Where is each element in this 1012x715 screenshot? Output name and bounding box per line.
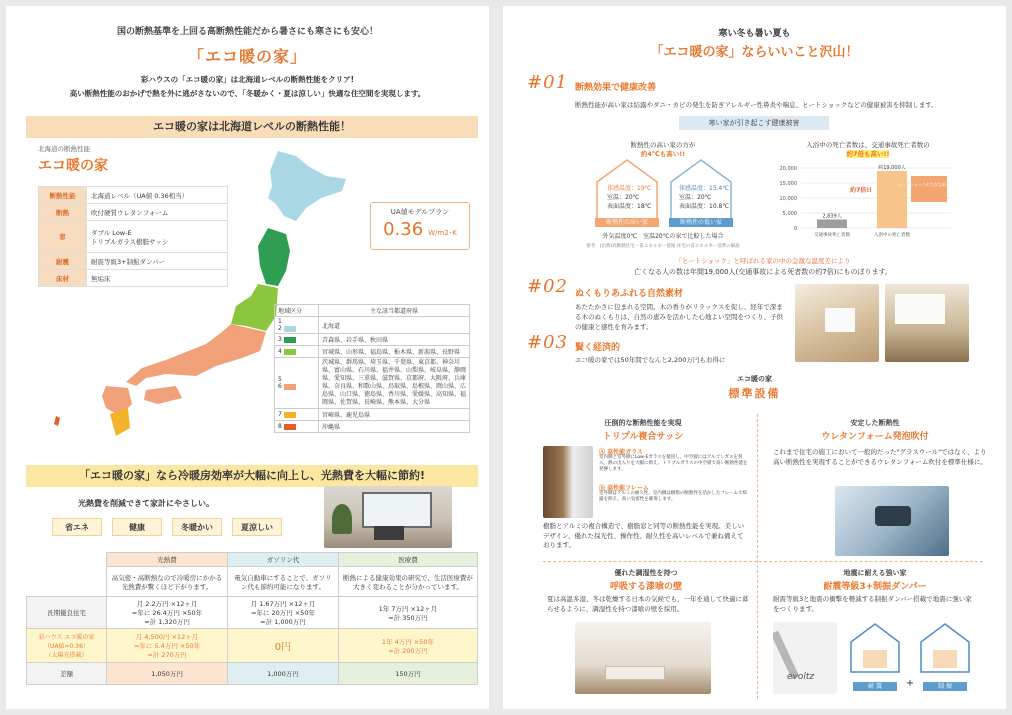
- cost-cell: 月 2.2万円 ×12ヶ月 =年に 26.4万円 ×50年 =計 1,320万円: [107, 597, 228, 629]
- photo-window: [895, 294, 945, 324]
- section-text-health: 断熱性能が高い家は結露やダニ・カビの発生を防ぎアレルギー性鼻炎や喘息、ヒートショックなどの健康被害を抑制します。: [575, 101, 938, 109]
- region-row: [275, 409, 470, 421]
- region-swatch: [284, 412, 296, 418]
- region-head-zone: 地域区分: [275, 305, 319, 317]
- spray-gun-photo: [835, 486, 949, 556]
- bar-value-label: 2,839人: [822, 213, 842, 220]
- cost-desc: 電気自動車にすることで、ガソリン代も節約可能になります。: [228, 567, 339, 597]
- eq1-sub: トリプル複合サッシ: [602, 432, 684, 442]
- cost-desc-empty: [27, 567, 107, 597]
- spec-value: 無垢床: [87, 270, 228, 287]
- y-tick-label: 5,000: [782, 211, 797, 217]
- y-tick-label: 20,000: [779, 166, 797, 172]
- eq3-title: 優れた調湿性を持つ: [614, 569, 678, 577]
- region-pref: 沖縄県: [319, 421, 470, 433]
- heatshock-line-2: 亡くなる人の数は年間19,000人(交通事故による死者数の約7倍)にものぼります。: [634, 268, 892, 276]
- tag-energy: 省エネ: [52, 518, 102, 536]
- section-text-economy: エコ暖の家では50年間でなんと2,200万円もお得に: [575, 356, 726, 364]
- page-title: 「エコ暖の家」: [187, 47, 307, 66]
- eq1-b-text: 室外側はアルミの耐久性、室内側は樹脂の断熱性を活かしたフレームで結露を抑え、高い気密性を確保します。: [599, 491, 748, 502]
- cost-row-label: 彩ハウス エコ暖の家 （UA値=0.36） （太陽光搭載）: [27, 629, 107, 663]
- region-head-row: [275, 305, 470, 317]
- eq3-sub: 呼吸する漆喰の壁: [609, 582, 682, 592]
- photo-chair: [374, 526, 404, 540]
- section-number-01: #01: [527, 72, 568, 93]
- cost-cell: 1年 7万円 ×12ヶ月 =計 350万円: [338, 597, 477, 629]
- ua-box: [370, 202, 470, 250]
- y-tick-label: 10,000: [779, 196, 797, 202]
- std-title: 標準設備: [728, 387, 781, 400]
- eq2-text: これまで住宅の施工において一般的だった"グラスウール"ではなく、より高い断熱性を実現することができるウレタンフォーム吹付を標準仕様に。: [773, 448, 987, 466]
- cost-head-utility: 光熱費: [107, 553, 228, 567]
- eq3-text: 夏は高温多湿、冬は乾燥する日本の気候でも、一年を通して快適に暮らせるように、調湿性を持つ漆喰の壁を採用。: [547, 595, 749, 613]
- cost-diff: 150万円: [338, 663, 477, 685]
- evoltz-logo: evoltz: [787, 672, 815, 682]
- region-row: [275, 334, 470, 346]
- region-swatch: [284, 349, 296, 355]
- house-high-feel: 体感温度：19℃: [607, 185, 652, 192]
- house-high-label: 断熱性の高い家: [595, 218, 659, 227]
- spec-value: 耐震等級3+制振ダンパー: [87, 253, 228, 270]
- houses-title-highlight: 約4℃も高い!!: [640, 150, 686, 158]
- top-line: 国の断熱基準を上回る高断熱性能だから暑さにも寒さにも安心！: [116, 27, 378, 37]
- bar-chart-title-text: 入浴中の死亡者数は、交通事故死亡者数の: [806, 141, 930, 149]
- cost-row-label: 差額: [27, 663, 107, 685]
- tag-health: 健康: [112, 518, 162, 536]
- house-quake-b-label: 制 振: [923, 682, 967, 691]
- house-quake-a: [849, 622, 901, 686]
- region-row: [275, 421, 470, 433]
- section-title-health: 断熱効果で健康改善: [575, 83, 657, 93]
- photo-gun: [875, 506, 911, 526]
- house-source: 参考：(出典)高断熱住宅・省エネルギー情報 住宅の省エネルギー基準の解説: [586, 244, 740, 249]
- spec-key: 床材: [39, 270, 87, 287]
- photo-window: [362, 492, 432, 528]
- house-low-surface: 表面温度：10.8℃: [679, 203, 730, 210]
- bar-chart-title-highlight: 約7倍も高い!!: [846, 150, 890, 158]
- bar-value-label: 約19,000人: [878, 165, 906, 171]
- ua-label: UA値モデルプラン: [390, 208, 450, 216]
- section-number-02: #02: [527, 276, 568, 297]
- damper-photo: [773, 622, 837, 694]
- spec-key: 断熱性能: [39, 187, 87, 204]
- death-bar-chart: [761, 158, 961, 250]
- spec-value: 北海道レベル（UA値 0.36相当）: [87, 187, 228, 204]
- cost-cell: 月 1.67万円 ×12ヶ月 =年に 20万円 ×50年 =計 1,000万円: [228, 597, 339, 629]
- bar-annotation-box: [911, 176, 947, 202]
- region-swatch: [284, 384, 296, 390]
- region-no-text: 1 2: [278, 318, 282, 332]
- ua-unit: W/m2･K: [428, 229, 457, 237]
- eq4-title: 地震に耐える強い家: [843, 569, 907, 577]
- house-low-room: 室温：20℃: [679, 194, 712, 201]
- region-no-text: 4: [278, 348, 282, 355]
- region-no-text: 7: [278, 411, 282, 418]
- region-table: [274, 304, 470, 433]
- eq4-text: 耐震等級3と地震の衝撃を軽減する制振ダンパー搭載で地震に強い家をつくります。: [773, 595, 972, 613]
- cost-row-label: 長期優良住宅: [27, 597, 107, 629]
- region-no: [275, 421, 319, 433]
- region-no: [275, 409, 319, 421]
- region-no: [275, 358, 319, 409]
- region-row: [275, 346, 470, 358]
- map-hokkaido: [268, 151, 346, 221]
- ua-value-line: [371, 219, 469, 240]
- x-tick-label: 交通事故死亡者数: [814, 233, 850, 238]
- bar: [817, 219, 847, 228]
- section-band-insulation: エコ暖の家は北海道レベルの断熱性能！: [26, 116, 478, 138]
- y-tick-label: 15,000: [779, 181, 797, 187]
- cost-head-gasoline: ガソリン代: [228, 553, 339, 567]
- house-low-label: 断熱性の低い家: [669, 218, 733, 227]
- region-no-text: 8: [278, 423, 282, 430]
- house-high-surface: 表面温度：18℃: [607, 203, 652, 210]
- tag-warm-winter: 冬暖かい: [172, 518, 222, 536]
- eq2-title: 安定した断熱性: [850, 419, 900, 427]
- region-no: [275, 334, 319, 346]
- wood-ceiling-photo: [795, 284, 879, 362]
- region-pref: 宮崎県、鹿児島県: [319, 409, 470, 421]
- heatshock-line-1: 「ヒートショック」と呼ばれる家の中の急激な温度差により: [675, 257, 851, 265]
- equip-divider-v: [757, 414, 758, 699]
- photo-plant: [332, 504, 352, 534]
- region-swatch: [284, 424, 296, 430]
- region-no-text: 5 6: [278, 376, 282, 390]
- spec-title: エコ暖の家: [38, 158, 108, 174]
- eq2-sub: ウレタンフォーム発泡吹付: [821, 432, 929, 442]
- tag-cool-summer: 夏涼しい: [232, 518, 282, 536]
- map-shikoku: [144, 386, 182, 404]
- region-swatch: [284, 337, 296, 343]
- region-row: [275, 358, 470, 409]
- section-title-economy: 賢く経済的: [575, 343, 621, 353]
- section-text-natural: あたたかさに包まれる空間。木の香りがリラックスを促し、経年で深まる木のぬくもりは、自然の恵みを活かした心地よい空間をつくり、子供の健康と感性を育みます。: [575, 303, 783, 331]
- spec-key: 耐震: [39, 253, 87, 270]
- house-high-values: [607, 184, 651, 211]
- section-band-savings: 「エコ暖の家」なら冷暖房効率が大幅に向上し、光熱費を大幅に節約!: [26, 465, 478, 487]
- bar-callout: 約7倍!!: [850, 187, 872, 194]
- region-swatch: [284, 326, 296, 332]
- x-tick-label: 入浴中の死亡者数: [874, 233, 910, 238]
- eq1-text: 樹脂とアルミの複合構造で、樹脂窓と同等の断熱性能を実現。美しいデザイン、優れた採光性、操作性、耐久性を高いレベルで兼ね備えております。: [543, 522, 745, 549]
- cost-diff: 1,000万円: [228, 663, 339, 685]
- interior-photo: [885, 284, 969, 362]
- map-tohoku: [258, 228, 290, 286]
- cost-desc: 断熱による健康効果の研究で、生活医療費が大きく変わることが分かっています。: [338, 567, 477, 597]
- cost-head-empty: [27, 553, 107, 567]
- photo-window: [825, 308, 855, 332]
- region-no: [275, 346, 319, 358]
- houses-title-text: 断熱性の高い家の方が: [630, 141, 696, 149]
- map-zone4: [231, 284, 278, 331]
- bar-annotation-text: ヒートショックが大きな原因の1つ: [897, 182, 961, 187]
- ua-value: 0.36: [383, 219, 424, 240]
- bar-chart-title: [773, 140, 963, 158]
- cost-desc: 高気密・高断熱なので冷暖房にかかる光熱費が驚くほど下がります。: [107, 567, 228, 597]
- save-text: 光熱費を削減できて家計にやさしい。: [78, 499, 214, 508]
- region-no-text: 3: [278, 336, 282, 343]
- cost-row-diff: [27, 663, 478, 685]
- map-honshu: [126, 324, 266, 386]
- spec-value: ダブル Low-E トリプルガラス樹脂サッシ: [87, 221, 228, 253]
- house-note: 外気温度0℃ 室温20℃の家で比較した場合: [602, 233, 724, 240]
- right-head-2: 「エコ暖の家」ならいいこと沢山！: [650, 45, 859, 60]
- eq1-title: 圧倒的な断熱性能を実現: [604, 419, 682, 427]
- house-quake-a-label: 耐 震: [853, 682, 897, 691]
- plus-sign: +: [905, 678, 915, 689]
- map-zone7: [110, 408, 130, 436]
- region-head-pref: 主な該当都道府県: [319, 305, 470, 317]
- region-pref: 茨城県、群馬県、埼玉県、千葉県、東京都、神奈川県、富山県、石川県、福井県、山梨県、岐阜県、静岡県、愛知県、三重県、滋賀県、京都府、大阪府、兵庫県、奈良県、和歌山県、鳥取県、島根県、岡山県、広島県、山口県、徳島県、香川県、愛媛県、高知県、福岡県、佐賀県、長崎県、熊本県、大分県: [319, 358, 470, 409]
- map-okinawa: [54, 416, 60, 426]
- houses-title: [593, 140, 733, 158]
- region-row: [275, 317, 470, 334]
- spec-value: 吹付硬質ウレタンフォーム: [87, 204, 228, 221]
- region-pref: 北海道: [319, 317, 470, 334]
- std-small: エコ暖の家: [737, 375, 772, 383]
- equip-divider-h: [543, 561, 983, 562]
- spec-key: 窓: [39, 221, 87, 253]
- house-high-room: 室温：20℃: [607, 194, 640, 201]
- spec-key: 断熱: [39, 204, 87, 221]
- window-sash-photo: [543, 446, 593, 518]
- cost-desc-row: [27, 567, 478, 597]
- y-tick-label: 0: [793, 226, 797, 232]
- region-no: [275, 317, 319, 334]
- cost-row-standard: [27, 597, 478, 629]
- cost-row-ecodan: [27, 629, 478, 663]
- region-pref: 青森県、岩手県、秋田県: [319, 334, 470, 346]
- left-page: [6, 6, 489, 709]
- right-head-1: 寒い冬も暑い夏も: [718, 29, 791, 39]
- eq1-b: Ⓑ 高性能フレーム: [599, 485, 649, 492]
- cost-table: [26, 552, 478, 685]
- plaster-wall-photo: [575, 622, 711, 694]
- cost-cell: 月 4,500円 ×12ヶ月 =年に 5.4万円 ×50年 =計 270万円: [107, 629, 228, 663]
- cost-cell: 0円: [228, 629, 339, 663]
- house-low-values: [679, 184, 729, 211]
- spec-caption: 北海道の断熱性能: [38, 145, 90, 153]
- eq1-a-text: 室内側と室外側にLow-Eガラスを使用し、中空層にはアルゴンガスを封入。熱の出入りを大幅に抑え、トリプルガラスの中空層で高い断熱性能を発揮します。: [599, 455, 748, 472]
- cost-head-row: [27, 553, 478, 567]
- eq4-sub: 耐震等級3+制振ダンパー: [823, 582, 927, 592]
- house-quake-b: [919, 622, 971, 686]
- eq1-a: Ⓐ 高性能ガラス: [599, 449, 643, 456]
- cost-cell: 1年 4万円 ×50年 =計 200万円: [338, 629, 477, 663]
- house-low-feel: 体感温度：15.4℃: [679, 185, 730, 192]
- cost-head-medical: 医療費: [338, 553, 477, 567]
- cost-diff: 1,050万円: [107, 663, 228, 685]
- region-pref: 宮城県、山形県、福島県、栃木県、新潟県、長野県: [319, 346, 470, 358]
- health-band: 寒い家が引き起こす健康被害: [679, 116, 829, 130]
- right-page: [503, 6, 1006, 709]
- living-room-photo: [324, 486, 452, 548]
- intro-line-2: 高い断熱性能のおかげで熱を外に逃がさないので、「冬暖かく・夏は涼しい」快適な住空間を実現します。: [69, 89, 426, 98]
- photo-sofa: [605, 666, 665, 680]
- intro-line-1: 彩ハウスの「エコ暖の家」は北海道レベルの断熱性能をクリア!: [140, 75, 355, 84]
- section-number-03: #03: [527, 332, 568, 353]
- bar: [877, 171, 907, 228]
- section-title-natural: ぬくもりあふれる自然素材: [575, 289, 684, 299]
